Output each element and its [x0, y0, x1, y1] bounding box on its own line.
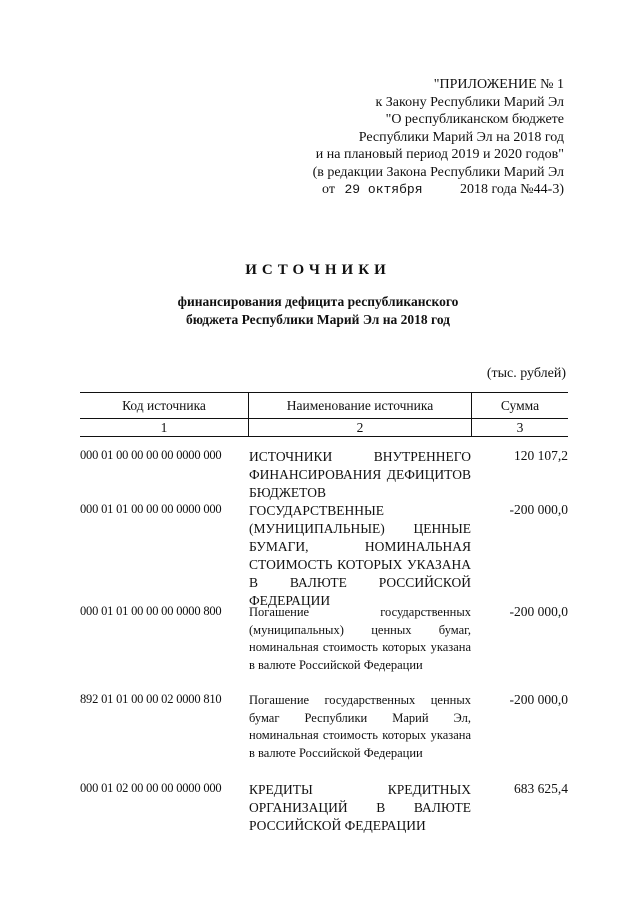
subtitle-line-2: бюджета Республики Марий Эл на 2018 год [185, 312, 451, 327]
row-code: 000 01 01 00 00 00 0000 800 [80, 604, 222, 618]
row-code: 000 01 01 00 00 00 0000 000 [80, 502, 222, 516]
appendix-date: 29 октября [344, 182, 423, 197]
row-name: КРЕДИТЫ КРЕДИТНЫХ ОРГАНИЗАЦИЙ В ВАЛЮТЕ РОССИЙСКОЙ ФЕДЕРАЦИИ [249, 782, 471, 833]
row-code: 892 01 01 00 00 02 0000 810 [80, 692, 222, 706]
column-header-sum: Сумма [500, 398, 540, 413]
row-sum: -200 000,0 [509, 604, 568, 619]
appendix-line-2: к Закону Республики Марий Эл [375, 94, 564, 110]
document-title: ИСТОЧНИКИ [245, 262, 391, 278]
document-subtitle [0, 293, 636, 329]
appendix-line-3: "О республиканском бюджете [385, 112, 564, 127]
column-header-name: Наименование источника [286, 398, 434, 413]
row-name: Погашение государственных (муниципальных) ценных бумаг, номинальная стоимость которых указана в валюте Российской Федерации [249, 605, 471, 672]
appendix-law-number: 2018 года №44-3) [459, 182, 564, 197]
subtitle-line-1: финансирования дефицита республиканского [177, 294, 459, 309]
column-number-1: 1 [160, 420, 168, 435]
header-divider [80, 418, 568, 419]
row-sum: 683 625,4 [514, 781, 568, 796]
appendix-line-6: (в редакции Закона Республики Марий Эл [312, 164, 564, 180]
row-sum: -200 000,0 [509, 502, 568, 517]
row-name: ИСТОЧНИКИ ВНУТРЕННЕГО ФИНАНСИРОВАНИЯ ДЕФИЦИТОВ БЮДЖЕТОВ [249, 449, 471, 500]
row-sum: 120 107,2 [514, 448, 568, 463]
appendix-line-5: и на плановый период 2019 и 2020 годов" [315, 147, 564, 162]
column-number-2: 2 [356, 420, 364, 435]
appendix-line-1: "ПРИЛОЖЕНИЕ № 1 [433, 77, 564, 92]
appendix-line-7 [313, 181, 564, 199]
row-code: 000 01 00 00 00 00 0000 000 [80, 448, 222, 462]
appendix-line-4: Республики Марий Эл на 2018 год [358, 129, 564, 145]
column-header-code: Код источника [122, 398, 206, 413]
row-name: ГОСУДАРСТВЕННЫЕ (МУНИЦИПАЛЬНЫЕ) ЦЕННЫЕ БУМАГИ, НОМИНАЛЬНАЯ СТОИМОСТЬ КОТОРЫХ УКАЗАНА В ВАЛЮТЕ РОССИЙСКОЙ ФЕДЕРАЦИИ [249, 503, 471, 608]
appendix-header [313, 76, 564, 199]
row-sum: -200 000,0 [509, 692, 568, 707]
column-number-3: 3 [516, 420, 524, 435]
row-name: Погашение государственных ценных бумаг Республики Марий Эл, номинальная стоимость которых указана в валюте Российской Федерации [249, 693, 471, 760]
appendix-date-prefix: от [322, 182, 335, 197]
table-header [80, 392, 568, 437]
units-label: (тыс. рублей) [486, 366, 566, 381]
row-code: 000 01 02 00 00 00 0000 000 [80, 781, 222, 795]
